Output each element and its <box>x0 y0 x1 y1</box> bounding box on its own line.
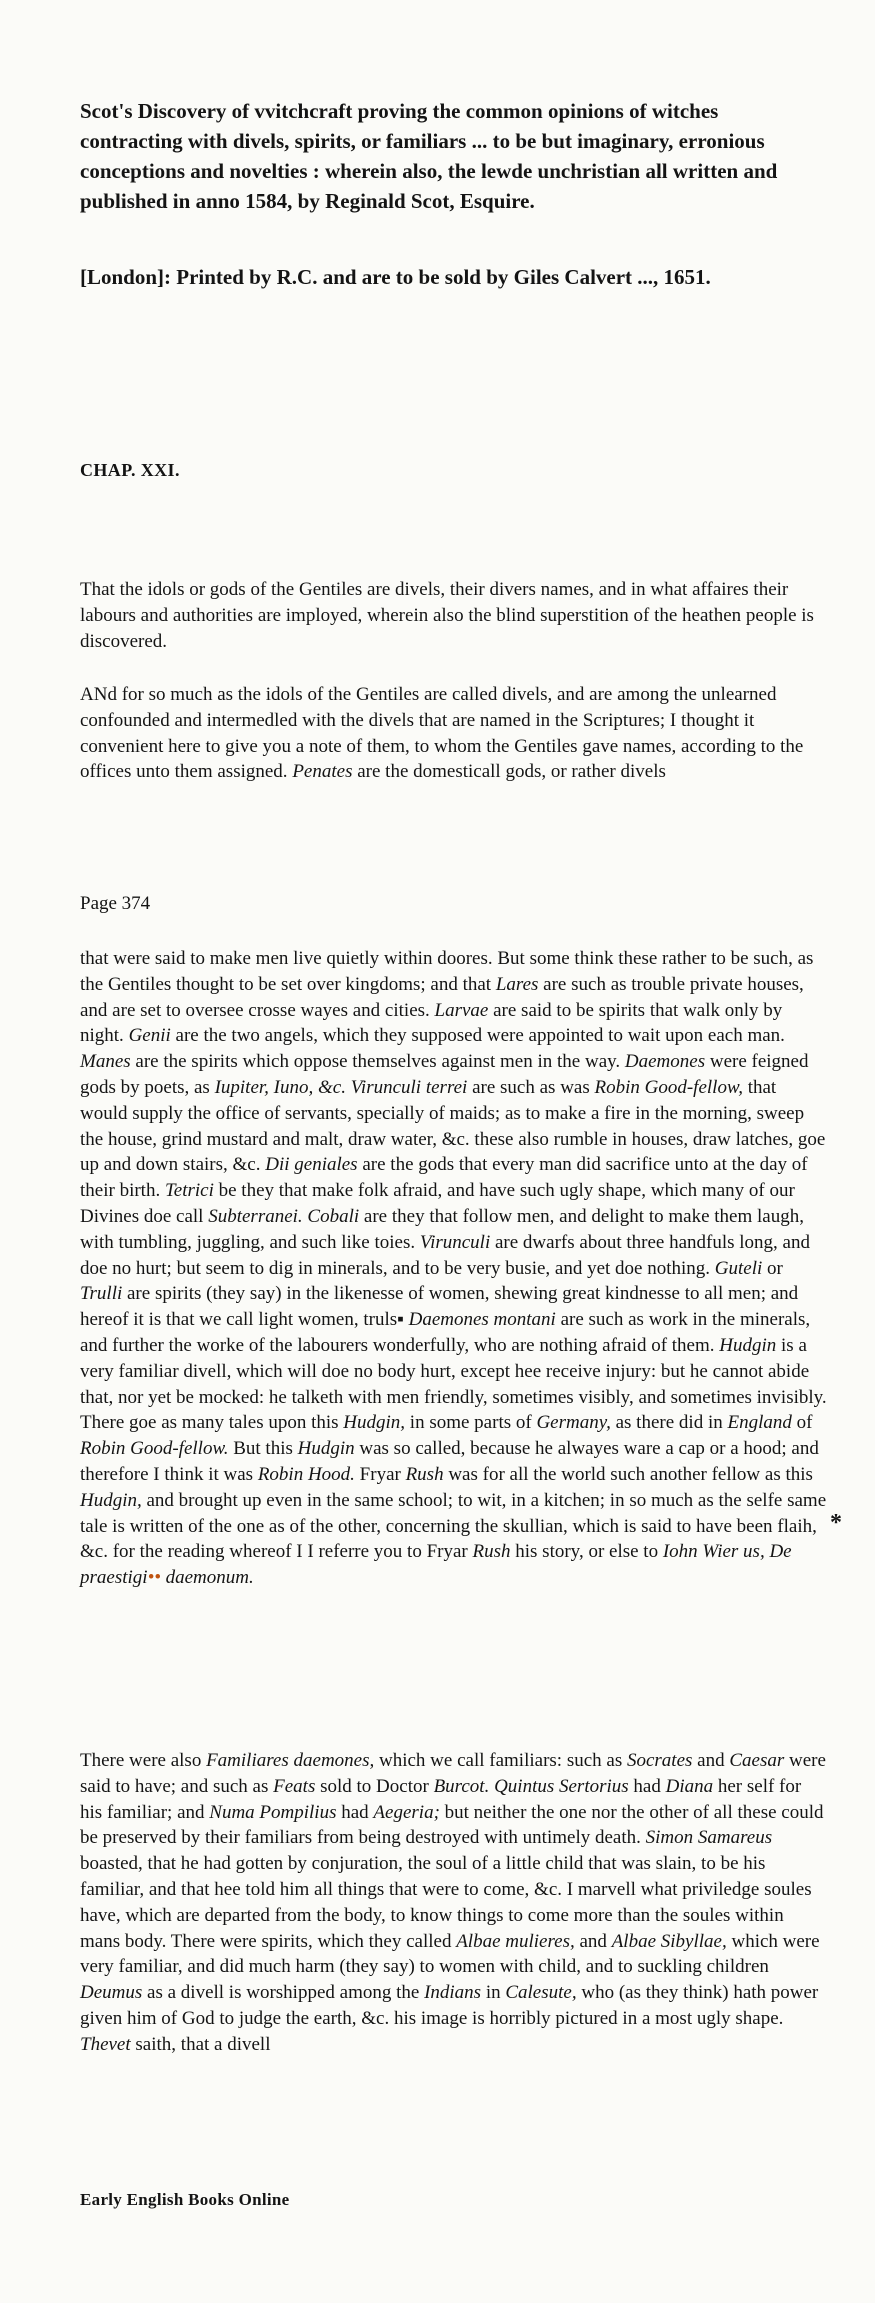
paragraph-spirits: that were said to make men live quietly within doores. But some think these rather to be such, as the Gentiles thought to be set over kingdoms; and that Lares are such as trouble private houses, and are set to oversee crosse wayes and cities. Larvae are said to be spirits that walk only by night. Genii are the two angels, which they supposed were appointed to wait upon each man. Manes are the spirits which oppose themselves against men in the way. Daemones were feigned gods by poets, as Iupiter, Iuno, &c. Virunculi terrei are such as was Robin Good-fellow, that would supply the office of servants, specially of maids; as to make a fire in the morning, sweep the house, grind mustard and malt, draw water, &c. these also rumble in houses, draw latches, goe up and down stairs, &c. Dii geniales are the gods that every man did sacrifice unto at the day of their birth. Tetrici be they that make folk afraid, and have such ugly shape, which many of our Divines doe call Subterranei. Cobali are they that follow men, and delight to make them laugh, with tumbling, juggling, and such like toies. Virunculi are dwarfs about three handfuls long, and doe no hurt; but seem to dig in minerals, and to be very busie, and yet doe nothing. Guteli or Trulli are spirits (they say) in the likenesse of women, shewing great kindnesse to all men; and hereof it is that we call light women, truls▪ Daemones montani are such as work in the minerals, and further the worke of the labourers wonderfully, who are nothing afraid of them. Hudgin is a very familiar divell, which will doe no body hurt, except hee receive injury: but he cannot abide that, nor yet be mocked: he talketh with men friendly, sometimes visibly, and sometimes invisibly. There goe as many tales upon this Hudgin, in some parts of Germany, as there did in England of Robin Good-fellow. But this Hudgin was so called, because he alwayes ware a cap or a hood; and therefore I think it was Robin Hood. Fryar Rush was for all the world such another fellow as this Hudgin, and brought up even in the same school; to wit, in a kitchen; in so much as the selfe same tale is written of the one as of the other, concerning the skullian, which is said to have been flaih, &c. for the reading whereof I I referre you to Fryar Rush his story, or else to Iohn Wier us, De praestigi•• daemonum. <box>80 948 827 1589</box>
paragraph-intro: ANd for so much as the idols of the Gentiles are called divels, and are among the unlearned confounded and intermedled with the divels that are named in the Scriptures; I thought it convenient here to give you a note of them, to whom the Gentiles gave names, according to the offices unto them assigned. Penates are the domesticall gods, or rather divels <box>80 684 804 783</box>
chapter-heading: CHAP. XXI. <box>80 460 180 480</box>
eebo-footer: Early English Books Online <box>80 2190 290 2209</box>
imprint-line: [London]: Printed by R.C. and are to be sold by Giles Calvert ..., 1651. <box>80 265 711 289</box>
page-number-marker: Page 374 <box>80 893 151 914</box>
margin-asterisk-note: * <box>830 1510 842 1536</box>
chapter-argument: That the idols or gods of the Gentiles are divels, their divers names, and in what affaires their labours and authorities are imployed, wherein also the blind superstition of the heathen people is discovered. <box>80 579 814 652</box>
paragraph-familiars: There were also Familiares daemones, which we call familiars: such as Socrates and Caesar were said to have; and such as Feats sold to Doctor Burcot. Quintus Sertorius had Diana her self for his familiar; and Numa Pompilius had Aegeria; but neither the one nor the other of all these could be preserved by their familiars from being destroyed with untimely death. Simon Samareus boasted, that he had gotten by conjuration, the soul of a little child that was slain, to be his familiar, and that hee told him all things that were to come, &c. I marvell what priviledge soules have, which are departed from the body, to know things to come more than the soules within mans body. There were spirits, which they called Albae mulieres, and Albae Sibyllae, which were very familiar, and did much harm (they say) to women with child, and to suckling children Deumus as a divell is worshipped among the Indians in Calesute, who (as they think) hath power given him of God to judge the earth, &c. his image is horribly pictured in a most ugly shape. Thevet saith, that a divell <box>80 1750 826 2055</box>
book-title: Scot's Discovery of vvitchcraft proving the common opinions of witches contracting with divels, spirits, or familiars ... to be but imaginary, erronious conceptions and novelties : wherein also, the lewde unchristian all written and published in anno 1584, by Reginald Scot, Esquire. <box>80 99 778 213</box>
